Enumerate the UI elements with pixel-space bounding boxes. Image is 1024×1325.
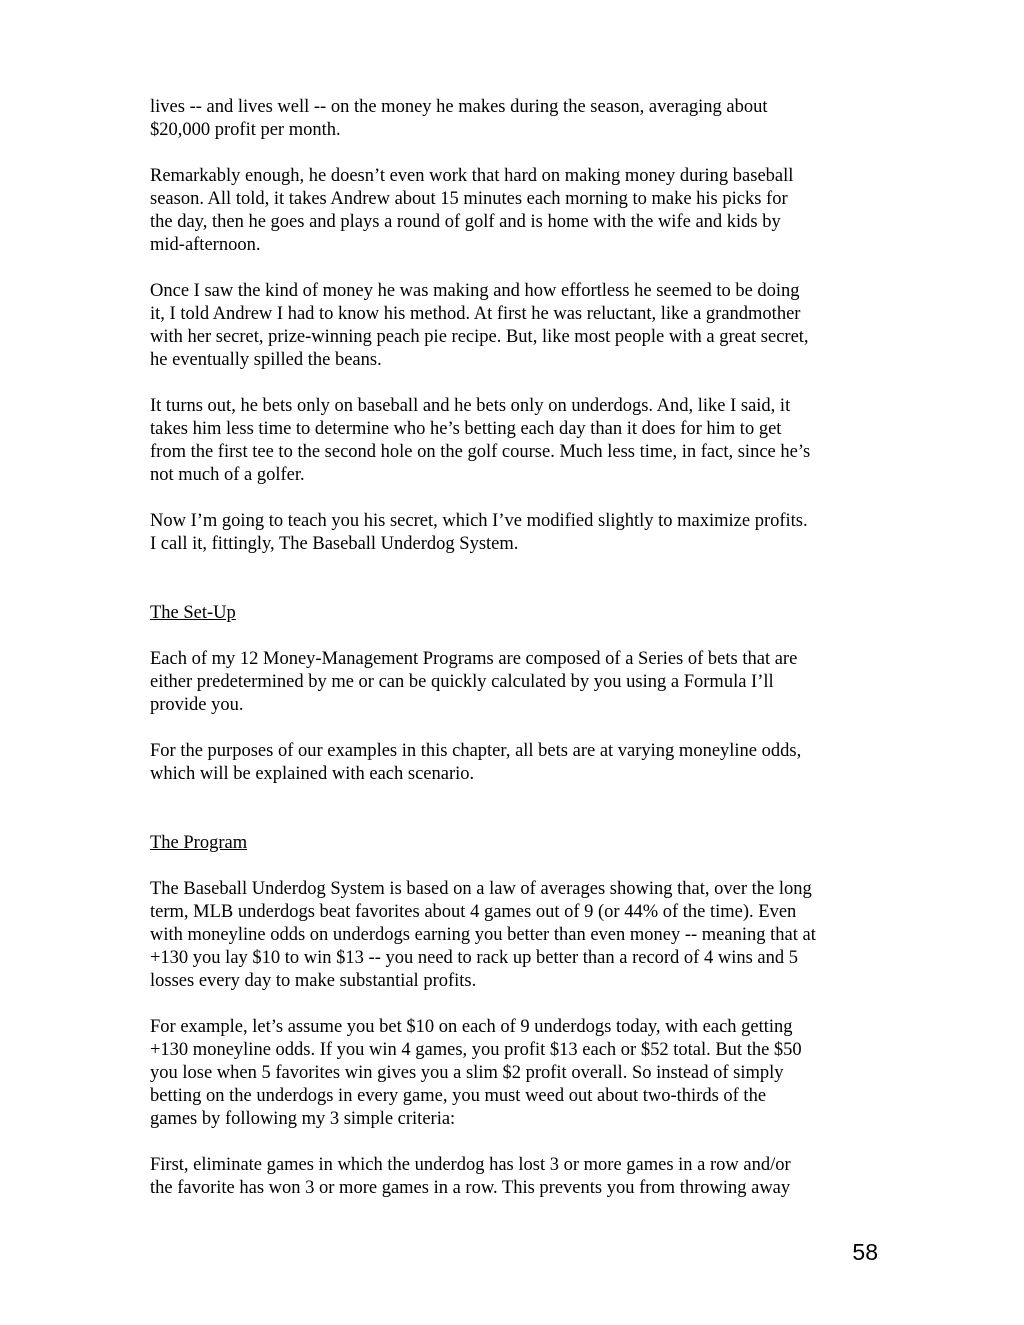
paragraph xyxy=(150,878,880,993)
page-number: 58 xyxy=(852,1239,878,1265)
section-spacer xyxy=(150,809,880,832)
text-line: Remarkably enough, he doesn’t even work that hard on making money during baseball xyxy=(150,166,794,186)
text-line: with her secret, prize-winning peach pie recipe. But, like most people with a great secret, xyxy=(150,327,809,347)
text-line: +130 moneyline odds. If you win 4 games, you profit $13 each or $52 total. But the $50 xyxy=(150,1040,802,1060)
text-line: from the first tee to the second hole on the golf course. Much less time, in fact, since he’s xyxy=(150,442,811,462)
program-paragraphs xyxy=(150,878,880,1200)
text-line: The Baseball Underdog System is based on a law of averages showing that, over the long xyxy=(150,879,812,899)
text-line: I call it, fittingly, The Baseball Underdog System. xyxy=(150,534,519,554)
text-line: season. All told, it takes Andrew about 15 minutes each morning to make his picks for xyxy=(150,189,788,209)
text-line: Now I’m going to teach you his secret, which I’ve modified slightly to maximize profits. xyxy=(150,511,808,531)
text-line: term, MLB underdogs beat favorites about 4 games out of 9 (or 44% of the time). Even xyxy=(150,902,797,922)
paragraph xyxy=(150,96,880,142)
text-line: games by following my 3 simple criteria: xyxy=(150,1109,456,1129)
paragraph xyxy=(150,280,880,372)
text-line: $20,000 profit per month. xyxy=(150,120,341,140)
text-line: Each of my 12 Money-Management Programs are composed of a Series of bets that are xyxy=(150,649,798,669)
heading-the-program: The Program xyxy=(150,833,248,853)
text-line: losses every day to make substantial profits. xyxy=(150,971,477,991)
text-line: +130 you lay $10 to win $13 -- you need to rack up better than a record of 4 wins and 5 xyxy=(150,948,799,968)
text-line: the day, then he goes and plays a round of golf and is home with the wife and kids by xyxy=(150,212,781,232)
paragraph xyxy=(150,395,880,487)
set-up-paragraphs xyxy=(150,648,880,786)
paragraph xyxy=(150,1154,880,1200)
text-line: with moneyline odds on underdogs earning you better than even money -- meaning that at xyxy=(150,925,816,945)
text-line: takes him less time to determine who he’s betting each day than it does for him to get xyxy=(150,419,782,439)
text-line: provide you. xyxy=(150,695,244,715)
text-line: It turns out, he bets only on baseball and he bets only on underdogs. And, like I said, it xyxy=(150,396,791,416)
text-line: Once I saw the kind of money he was making and how effortless he seemed to be doing xyxy=(150,281,800,301)
section-spacer xyxy=(150,579,880,602)
body-text xyxy=(150,96,880,1223)
text-line: mid-afternoon. xyxy=(150,235,261,255)
text-line: First, eliminate games in which the underdog has lost 3 or more games in a row and/or xyxy=(150,1155,791,1175)
text-line: it, I told Andrew I had to know his method. At first he was reluctant, like a grandmother xyxy=(150,304,801,324)
text-line: For example, let’s assume you bet $10 on each of 9 underdogs today, with each getting xyxy=(150,1017,793,1037)
text-line: the favorite has won 3 or more games in a row. This prevents you from throwing away xyxy=(150,1178,791,1198)
text-line: which will be explained with each scenario. xyxy=(150,764,475,784)
text-line: he eventually spilled the beans. xyxy=(150,350,382,370)
paragraph xyxy=(150,740,880,786)
text-line: lives -- and lives well -- on the money he makes during the season, averaging about xyxy=(150,97,768,117)
text-line: not much of a golfer. xyxy=(150,465,305,485)
paragraph xyxy=(150,510,880,556)
text-line: betting on the underdogs in every game, you must weed out about two-thirds of the xyxy=(150,1086,767,1106)
paragraph xyxy=(150,648,880,717)
text-line: For the purposes of our examples in this chapter, all bets are at varying moneyline odds, xyxy=(150,741,802,761)
intro-paragraphs xyxy=(150,96,880,556)
text-line: either predetermined by me or can be quickly calculated by you using a Formula I’ll xyxy=(150,672,774,692)
text-line: you lose when 5 favorites win gives you a slim $2 profit overall. So instead of simply xyxy=(150,1063,784,1083)
heading-the-set-up: The Set-Up xyxy=(150,603,236,623)
paragraph xyxy=(150,165,880,257)
paragraph xyxy=(150,1016,880,1131)
